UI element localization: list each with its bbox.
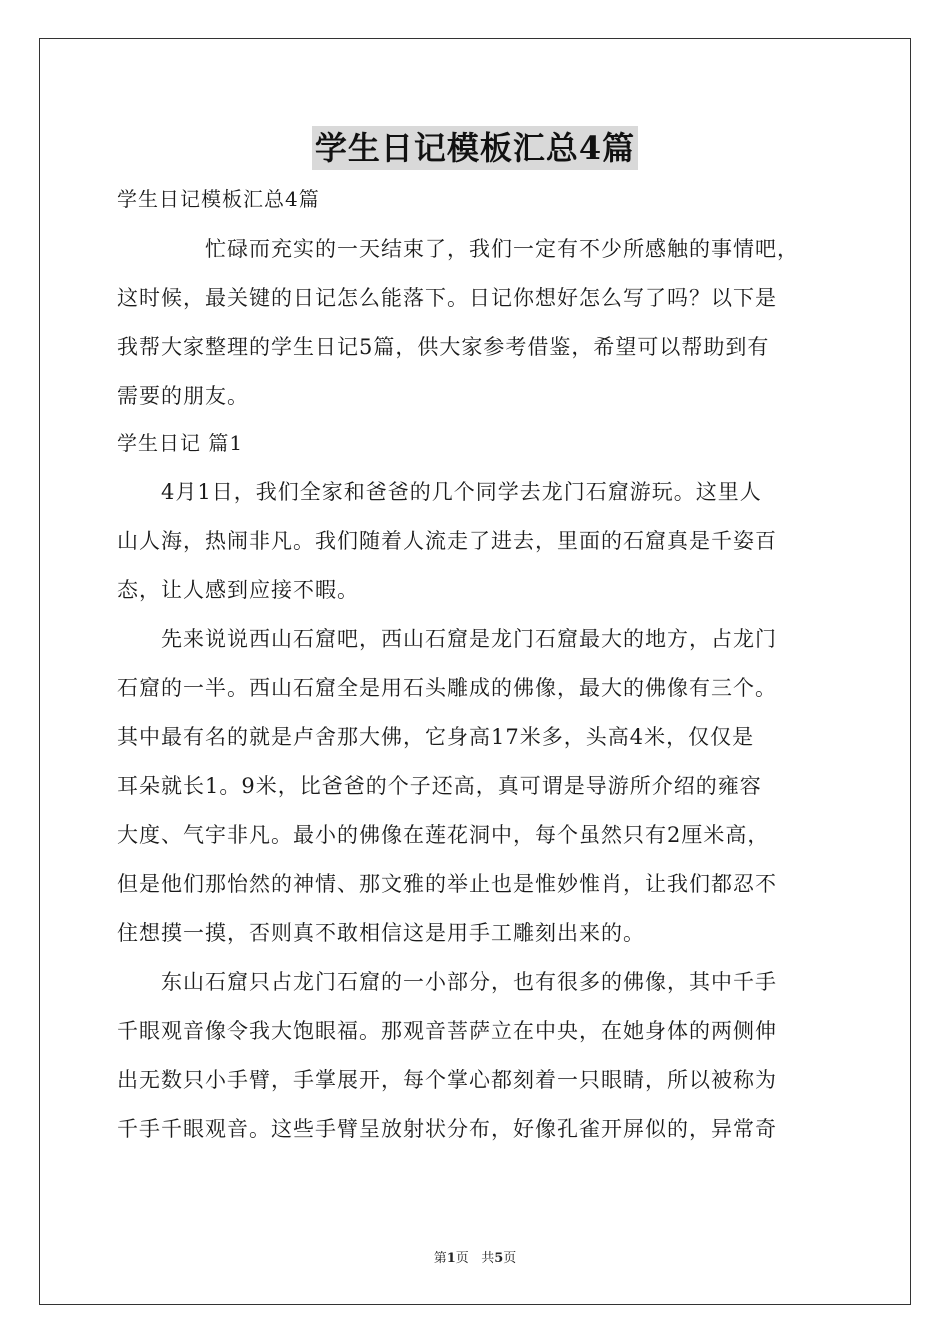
paragraph-line: 大度、气宇非凡。最小的佛像在莲花洞中，每个虽然只有2厘米高，: [117, 823, 770, 847]
paragraph-line: 千手千眼观音。这些手臂呈放射状分布，好像孔雀开屏似的，异常奇: [117, 1117, 777, 1141]
page-footer: [0, 1247, 950, 1266]
total-pages: 5: [494, 1251, 504, 1266]
paragraph-line: 耳朵就长1。9米，比爸爸的个子还高，真可谓是导游所介绍的雍容: [117, 774, 762, 798]
paragraph-line: 其中最有名的就是卢舍那大佛，它身高17米多，头高4米，仅仅是: [117, 725, 755, 749]
intro-line: 这时候，最关键的日记怎么能落下。日记你想好怎么写了吗？以下是: [117, 286, 777, 310]
paragraph-2: [117, 615, 837, 958]
paragraph-line: 态，让人感到应接不暇。: [117, 578, 359, 602]
total-suffix: 页: [503, 1251, 517, 1266]
page-number: 1: [446, 1251, 456, 1266]
intro-line: 需要的朋友。: [117, 384, 249, 408]
paragraph-line: 但是他们那怡然的神情、那文雅的举止也是惟妙惟肖，让我们都忍不: [117, 872, 777, 896]
section-title: 学生日记 篇1: [117, 431, 244, 455]
paragraph-3: [117, 958, 837, 1154]
paragraph-line: 4月1日，我们全家和爸爸的几个同学去龙门石窟游玩。这里人: [117, 480, 762, 504]
paragraph-line: 出无数只小手臂，手掌展开，每个掌心都刻着一只眼睛，所以被称为: [117, 1068, 777, 1092]
page-prefix: 第: [433, 1251, 447, 1266]
intro-paragraph: [117, 225, 837, 421]
total-prefix: 共: [481, 1251, 495, 1266]
intro-line: 我帮大家整理的学生日记5篇，供大家参考借鉴，希望可以帮助到有: [117, 335, 770, 359]
paragraph-line: 住想摸一摸，否则真不敢相信这是用手工雕刻出来的。: [117, 921, 645, 945]
paragraph-line: 千眼观音像令我大饱眼福。那观音菩萨立在中央，在她身体的两侧伸: [117, 1019, 777, 1043]
paragraph-1: [117, 468, 837, 615]
page-suffix: 页: [455, 1251, 469, 1266]
paragraph-line: 山人海，热闹非凡。我们随着人流走了进去，里面的石窟真是千姿百: [117, 529, 777, 553]
paragraph-line: 先来说说西山石窟吧，西山石窟是龙门石窟最大的地方，占龙门: [117, 627, 777, 651]
intro-line: 忙碌而充实的一天结束了，我们一定有不少所感触的事情吧，: [117, 237, 799, 261]
document-title: 学生日记模板汇总4篇: [312, 126, 638, 170]
document-body: [117, 181, 837, 1154]
paragraph-line: 东山石窟只占龙门石窟的一小部分，也有很多的佛像，其中千手: [117, 970, 777, 994]
document-subtitle: 学生日记模板汇总4篇: [117, 187, 320, 211]
paragraph-line: 石窟的一半。西山石窟全是用石头雕成的佛像，最大的佛像有三个。: [117, 676, 777, 700]
title-container: [0, 126, 950, 170]
